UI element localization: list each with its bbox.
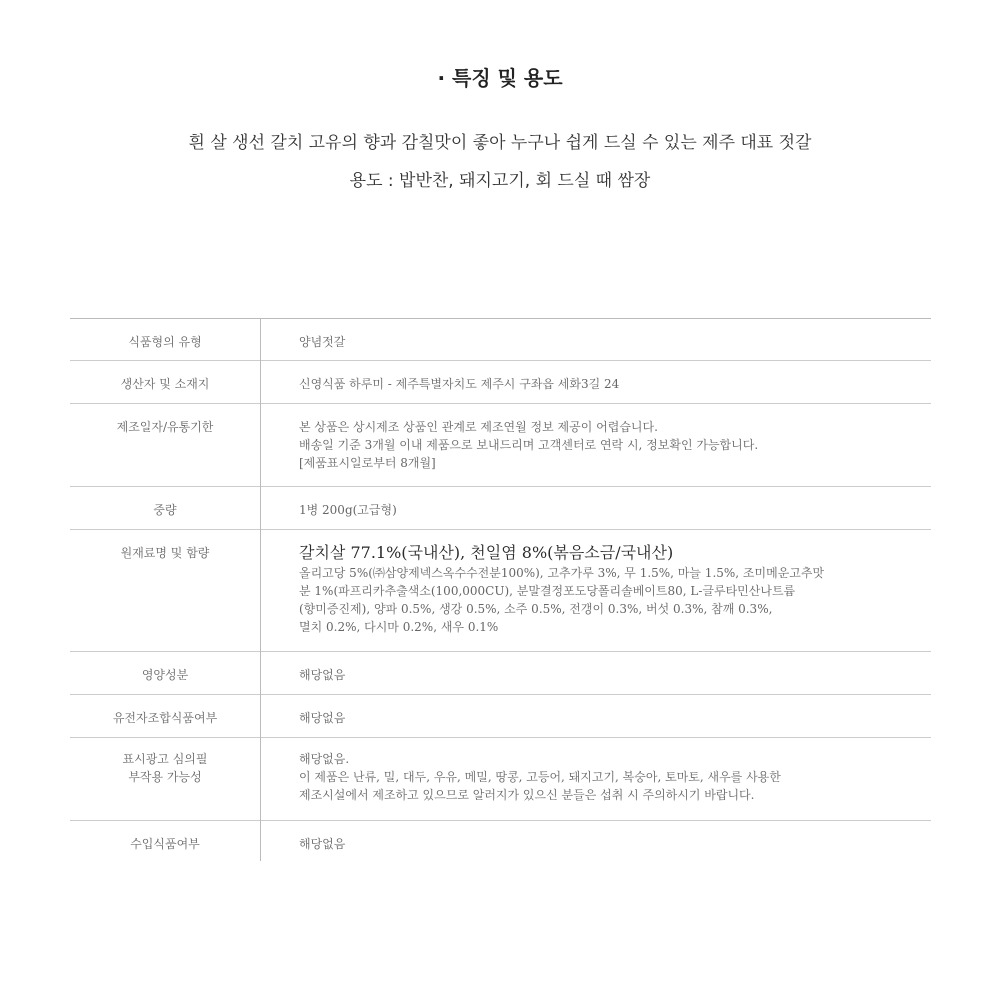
table-row (70, 821, 931, 861)
table-row (70, 487, 931, 530)
row-label (70, 821, 261, 861)
table-row (70, 652, 931, 695)
row-value (261, 404, 932, 487)
row-value (261, 738, 932, 821)
row-value-text: 이 제품은 난류, 밀, 대두, 우유, 메밀, 땅콩, 고등어, 돼지고기, 복숭아, 토마토, 새우를 사용한 (299, 770, 781, 784)
row-value-text: 해당없음 (299, 711, 346, 725)
row-value-text: 해당없음 (299, 668, 346, 682)
row-value (261, 361, 932, 404)
row-label (70, 695, 261, 738)
row-label-text: 제조일자/유통기한 (116, 420, 214, 434)
row-value (261, 695, 932, 738)
row-label-text: 영양성분 (141, 668, 189, 682)
row-label-text: 유전자조합식품여부 (112, 711, 218, 725)
section-title: · 특징 및 용도 (437, 66, 563, 90)
row-value-text: 제조시설에서 제조하고 있으므로 알러지가 있으신 분들은 섭취 시 주의하시기 바랍니다. (299, 788, 755, 802)
row-value (261, 319, 932, 361)
row-value-text: 분 1%(파프리카추출색소(100,000CU), 분말결정포도당폴리솔베이트80, L-글루타민산나트륨 (299, 584, 796, 598)
row-value (261, 652, 932, 695)
row-label-text: 수입식품여부 (130, 837, 200, 851)
row-label-text: 부작용 가능성 (128, 770, 202, 784)
row-value-text: 멸치 0.2%, 다시마 0.2%, 새우 0.1% (299, 620, 499, 634)
row-value (261, 530, 932, 652)
row-label (70, 319, 261, 361)
row-value-text: 해당없음 (299, 837, 346, 851)
row-label (70, 530, 261, 652)
table-row (70, 404, 931, 487)
row-value-text: [제품표시일로부터 8개월] (299, 456, 436, 470)
row-label (70, 404, 261, 487)
row-label (70, 361, 261, 404)
table-row (70, 695, 931, 738)
ingredients-main: 갈치살 77.1%(국내산), 천일염 8%(볶음소금/국내산) (299, 543, 674, 562)
row-label-text: 생산자 및 소재지 (120, 377, 210, 391)
row-value-text: 배송일 기준 3개월 이내 제품으로 보내드리며 고객센터로 연락 시, 정보확인 가능합니다. (299, 438, 759, 452)
row-value-text: 올리고당 5%(㈜삼양제넥스옥수수전분100%), 고추가루 3%, 무 1.5%, 마늘 1.5%, 조미메운고추맛 (299, 566, 825, 580)
table-row (70, 738, 931, 821)
row-value-text: (향미증진제), 양파 0.5%, 생강 0.5%, 소주 0.5%, 전갱이 0.3%, 버섯 0.3%, 참깨 0.3%, (299, 602, 773, 616)
row-label-text: 원재료명 및 함량 (120, 546, 210, 560)
table-row (70, 361, 931, 404)
row-value-text: 해당없음. (299, 752, 350, 766)
row-label-text: 식품형의 유형 (128, 335, 202, 349)
row-value (261, 821, 932, 861)
row-value-text: 1병 200g(고급형) (299, 503, 397, 517)
row-label-text: 표시광고 심의필 (122, 752, 208, 766)
row-value-text: 본 상품은 상시제조 상품인 관계로 제조연월 정보 제공이 어렵습니다. (299, 420, 658, 434)
product-info-table (70, 318, 931, 861)
row-value (261, 487, 932, 530)
row-label (70, 652, 261, 695)
row-value-text: 양념젓갈 (299, 335, 346, 349)
table-row (70, 530, 931, 652)
row-label (70, 487, 261, 530)
row-value-text: 신영식품 하루미 - 제주특별자치도 제주시 구좌읍 세화3길 24 (299, 377, 620, 391)
product-description: 흰 살 생선 갈치 고유의 향과 감칠맛이 좋아 누구나 쉽게 드실 수 있는 제주 대표 젓갈 (188, 133, 812, 153)
row-label-text: 중량 (153, 503, 177, 517)
table-row (70, 319, 931, 361)
row-label (70, 738, 261, 821)
product-usage: 용도 : 밥반찬, 돼지고기, 회 드실 때 쌈장 (349, 171, 651, 191)
